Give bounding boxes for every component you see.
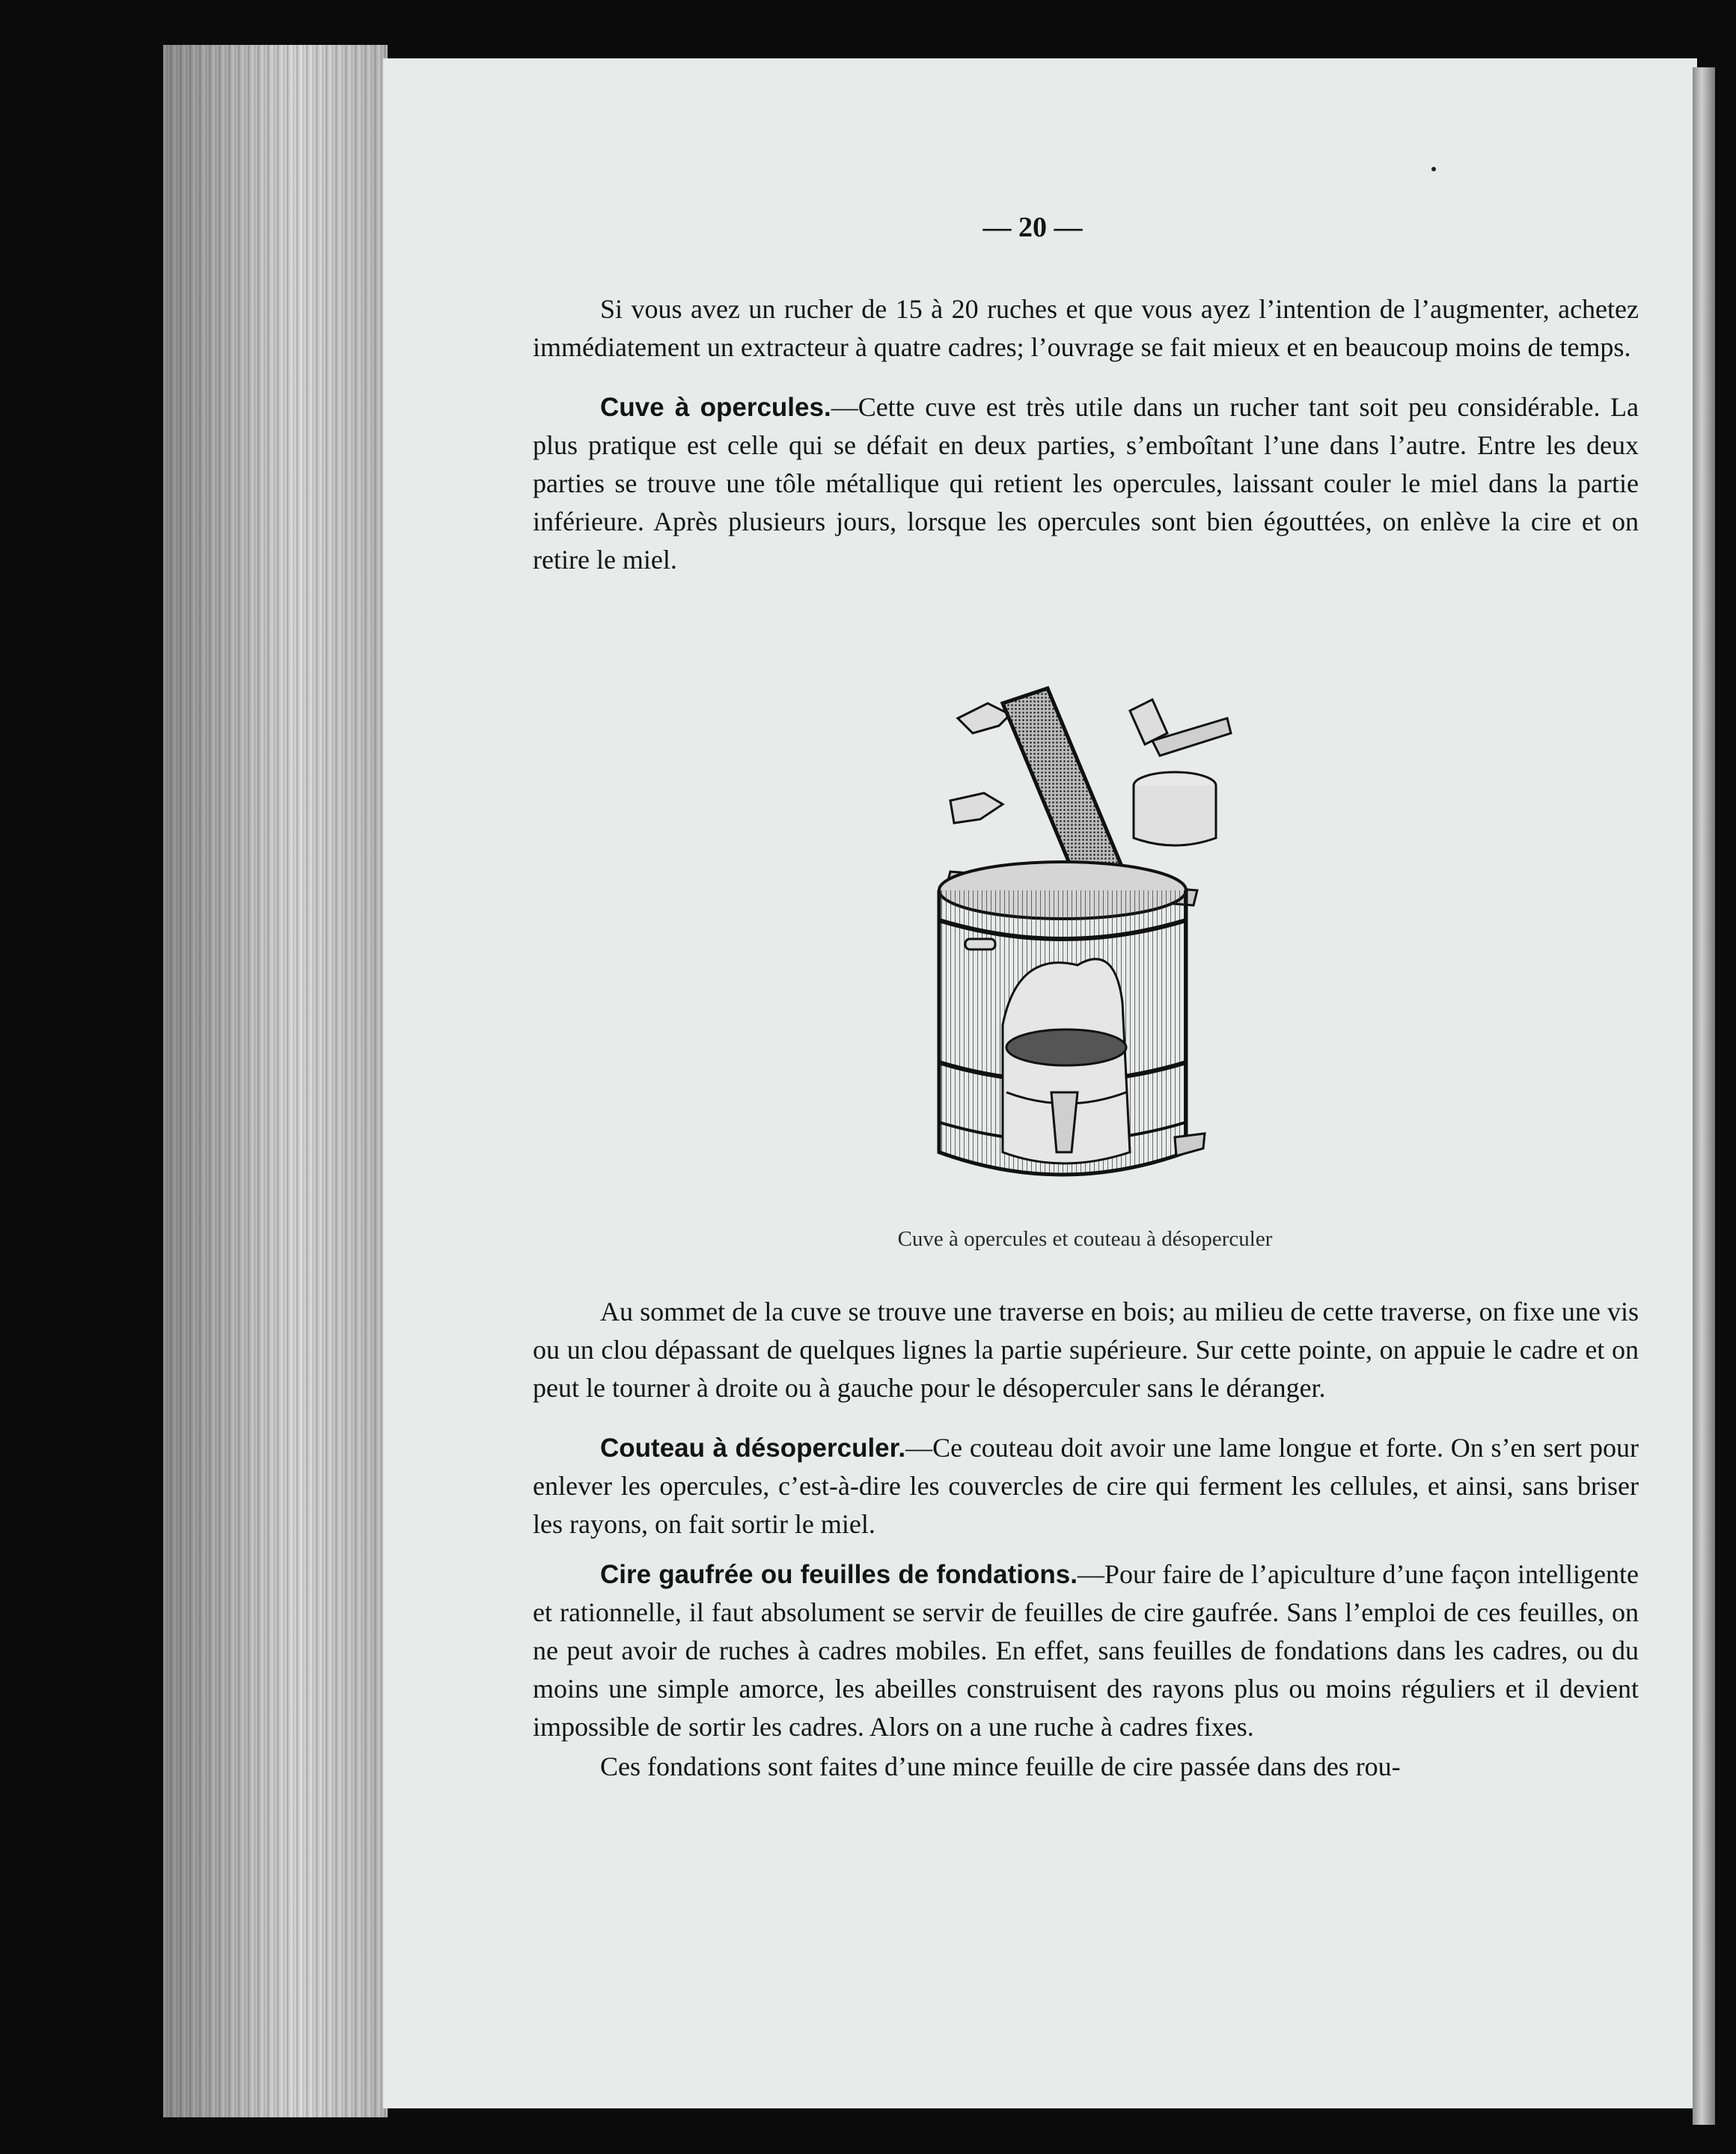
- figure-caption: Cuve à opercules et couteau à désoperculer: [897, 1227, 1273, 1251]
- heading-cire: Cire gaufrée ou feuilles de fondations.: [600, 1560, 1078, 1589]
- paragraph-cire: [533, 1555, 1639, 1746]
- body-couteau: —Ce couteau doit avoir une lame longue et forte. On s’en sert pour enlever les opercules, c’est-à-dire les couvercles de cire qui ferment les cellules, et ainsi, sans briser les rayons, on fait sortir le miel.: [533, 1433, 1639, 1539]
- heading-couteau: Couteau à désoperculer.: [600, 1434, 906, 1463]
- book-spine: [1693, 67, 1715, 2125]
- body-cuve: —Cette cuve est très utile dans un rucher tant soit peu considérable. La plus pratique est celle qui se défait en deux parties, s’emboîtant l’une dans l’autre. Entre les deux parties se trouve une tôle métallique qui retient les opercules, laissant couler le miel dans la partie inférieure. Après plusieurs jours, lorsque les opercules sont bien égouttées, on enlève la cire et on retire le miel.: [533, 392, 1639, 575]
- illustration-cuve-opercules: [928, 673, 1257, 1212]
- text-block-top: [533, 290, 1639, 579]
- paragraph-extracteur: Si vous avez un rucher de 15 à 20 ruches et que vous ayez l’intention de l’augmenter, achetez immédiatement un extracteur à quatre cadres; l’ouvrage se fait mieux et en beaucoup moins de temps.: [533, 294, 1639, 362]
- paragraph-couteau: [533, 1429, 1639, 1543]
- paragraph-fondations: Ces fondations sont faites d’une mince feuille de cire passée dans des rou-: [600, 1751, 1401, 1781]
- page-edges-shadow: [163, 45, 388, 2117]
- paragraph-cuve: [533, 388, 1639, 579]
- page-number: — 20 —: [982, 212, 1083, 243]
- paragraph-traverse: Au sommet de la cuve se trouve une traverse en bois; au milieu de cette traverse, on fixe une vis ou un clou dépassant de quelques lignes la partie supérieure. Sur cette pointe, on appuie le cadre et on peut le tourner à droite ou à gauche pour le désoperculer sans le déranger.: [533, 1297, 1639, 1403]
- body-cire: —Pour faire de l’apiculture d’une façon intelligente et rationnelle, il faut absolument se servir de feuilles de cire gaufrée. Sans l’emploi de ces feuilles, on ne peut avoir de ruches à cadres mobiles. En effet, sans feuilles de fondations dans les cadres, ou du moins une simple amorce, les abeilles construisent des rayons plus ou moins réguliers et il devient impossible de sortir les cadres. Alors on a une ruche à cadres fixes.: [533, 1559, 1639, 1742]
- speck: [1431, 167, 1436, 171]
- text-block-bottom: [533, 1293, 1639, 1786]
- heading-cuve: Cuve à opercules.: [600, 393, 831, 422]
